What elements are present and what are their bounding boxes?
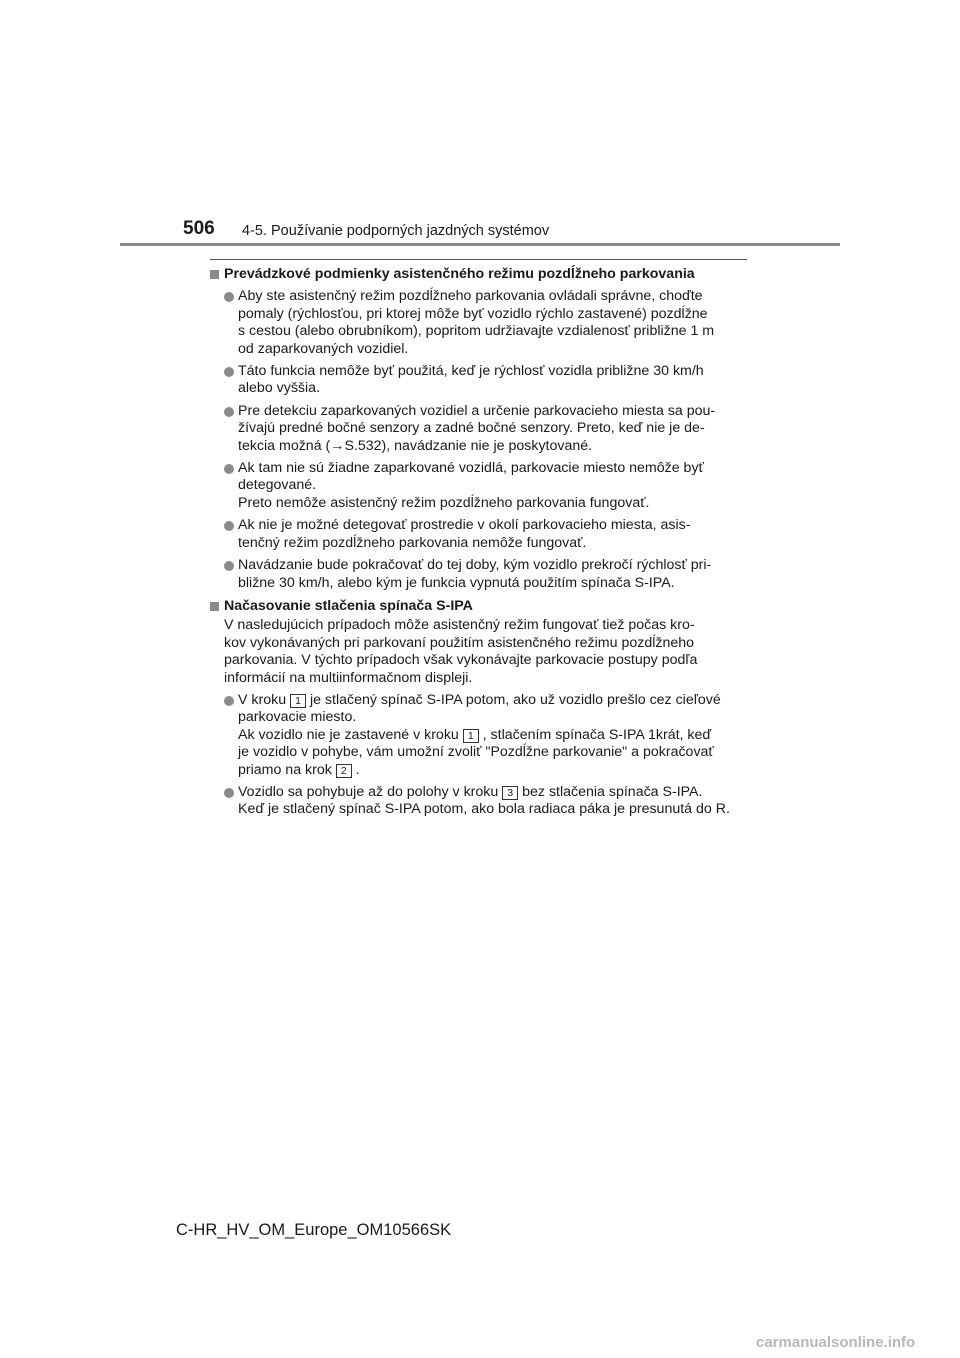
round-bullet-icon — [224, 292, 234, 302]
step-number-badge: 1 — [290, 694, 306, 708]
footer-document-code: C-HR_HV_OM_Europe_OM10566SK — [176, 1221, 452, 1239]
section-heading: Prevádzkové podmienky asistenčného režimu pozdĺžneho parkovania — [209, 266, 754, 283]
round-bullet-icon — [224, 407, 234, 417]
page-number: 506 — [183, 218, 215, 239]
square-bullet-icon — [210, 270, 219, 279]
step-number-badge: 3 — [502, 786, 518, 800]
square-bullet-icon — [210, 602, 219, 611]
list-item: Navádzanie bude pokračovať do tej doby, kým vozidlo prekročí rýchlosť pri- bližne 30 km/h, alebo kým je funkcia vypnutá použitím spínača S-IPA. — [209, 557, 754, 592]
chapter-title: 4-5. Používanie podporných jazdných systémov — [242, 223, 550, 239]
page-content — [209, 266, 754, 819]
list-item: Aby ste asistenčný režim pozdĺžneho parkovania ovládali správne, choďte pomaly (rýchlosťou, pri ktorej môže byť vozidlo rýchlo zastavené) pozdĺžne s cestou (alebo obrubníkom), popritom udržiavajte vzdialenosť približne 1 m od zaparkovaných vozidiel. — [209, 288, 754, 358]
list-item: Táto funkcia nemôže byť použitá, keď je rýchlosť vozidla približne 30 km/h alebo vyššia. — [209, 363, 754, 398]
round-bullet-icon — [224, 561, 234, 571]
list-item: Vozidlo sa pohybuje až do polohy v kroku 3 bez stlačenia spínača S-IPA. Keď je stlačený spínač S-IPA potom, ako bola radiaca páka je presunutá do R. — [209, 784, 754, 819]
step-number-badge: 1 — [463, 729, 479, 743]
section-rule — [210, 259, 747, 260]
step-number-badge: 2 — [336, 764, 352, 778]
round-bullet-icon — [224, 464, 234, 474]
round-bullet-icon — [224, 521, 234, 531]
watermark: carmanualsonline.info — [756, 1334, 916, 1351]
round-bullet-icon — [224, 367, 234, 377]
section-heading: Načasovanie stlačenia spínača S-IPA — [209, 598, 754, 615]
list-item: Ak nie je možné detegovať prostredie v okolí parkovacieho miesta, asis- tenčný režim pozdĺžneho parkovania nemôže fungovať. — [209, 517, 754, 552]
header-rule — [120, 243, 840, 246]
list-item: V kroku 1 je stlačený spínač S-IPA potom, ako už vozidlo prešlo cez cieľové parkovacie miesto. Ak vozidlo nie je zastavené v kroku 1 , stlačením spínača S-IPA 1krát, keď je vozidlo v pohybe, vám umožní zvoliť "Pozdĺžne parkovanie" a pokračovať priamo na krok 2 . — [209, 692, 754, 779]
paragraph: V nasledujúcich prípadoch môže asistenčný režim fungovať tiež počas kro- kov vykonávaných pri parkovaní použitím asistenčného režimu pozdĺžneho parkovania. V týchto prípadoch však vykonávajte parkovacie postupy podľa informácií na multiinformačnom displeji. — [224, 617, 698, 686]
list-item: Ak tam nie sú žiadne zaparkované vozidlá, parkovacie miesto nemôže byť detegované. Preto nemôže asistenčný režim pozdĺžneho parkovania fungovať. — [209, 460, 754, 512]
round-bullet-icon — [224, 696, 234, 706]
round-bullet-icon — [224, 788, 234, 798]
list-item: Pre detekciu zaparkovaných vozidiel a určenie parkovacieho miesta sa pou- žívajú predné bočné senzory a zadné bočné senzory. Preto, keď nie je de- tekcia možná (→S.532), navádzanie nie je poskytované. — [209, 403, 754, 455]
